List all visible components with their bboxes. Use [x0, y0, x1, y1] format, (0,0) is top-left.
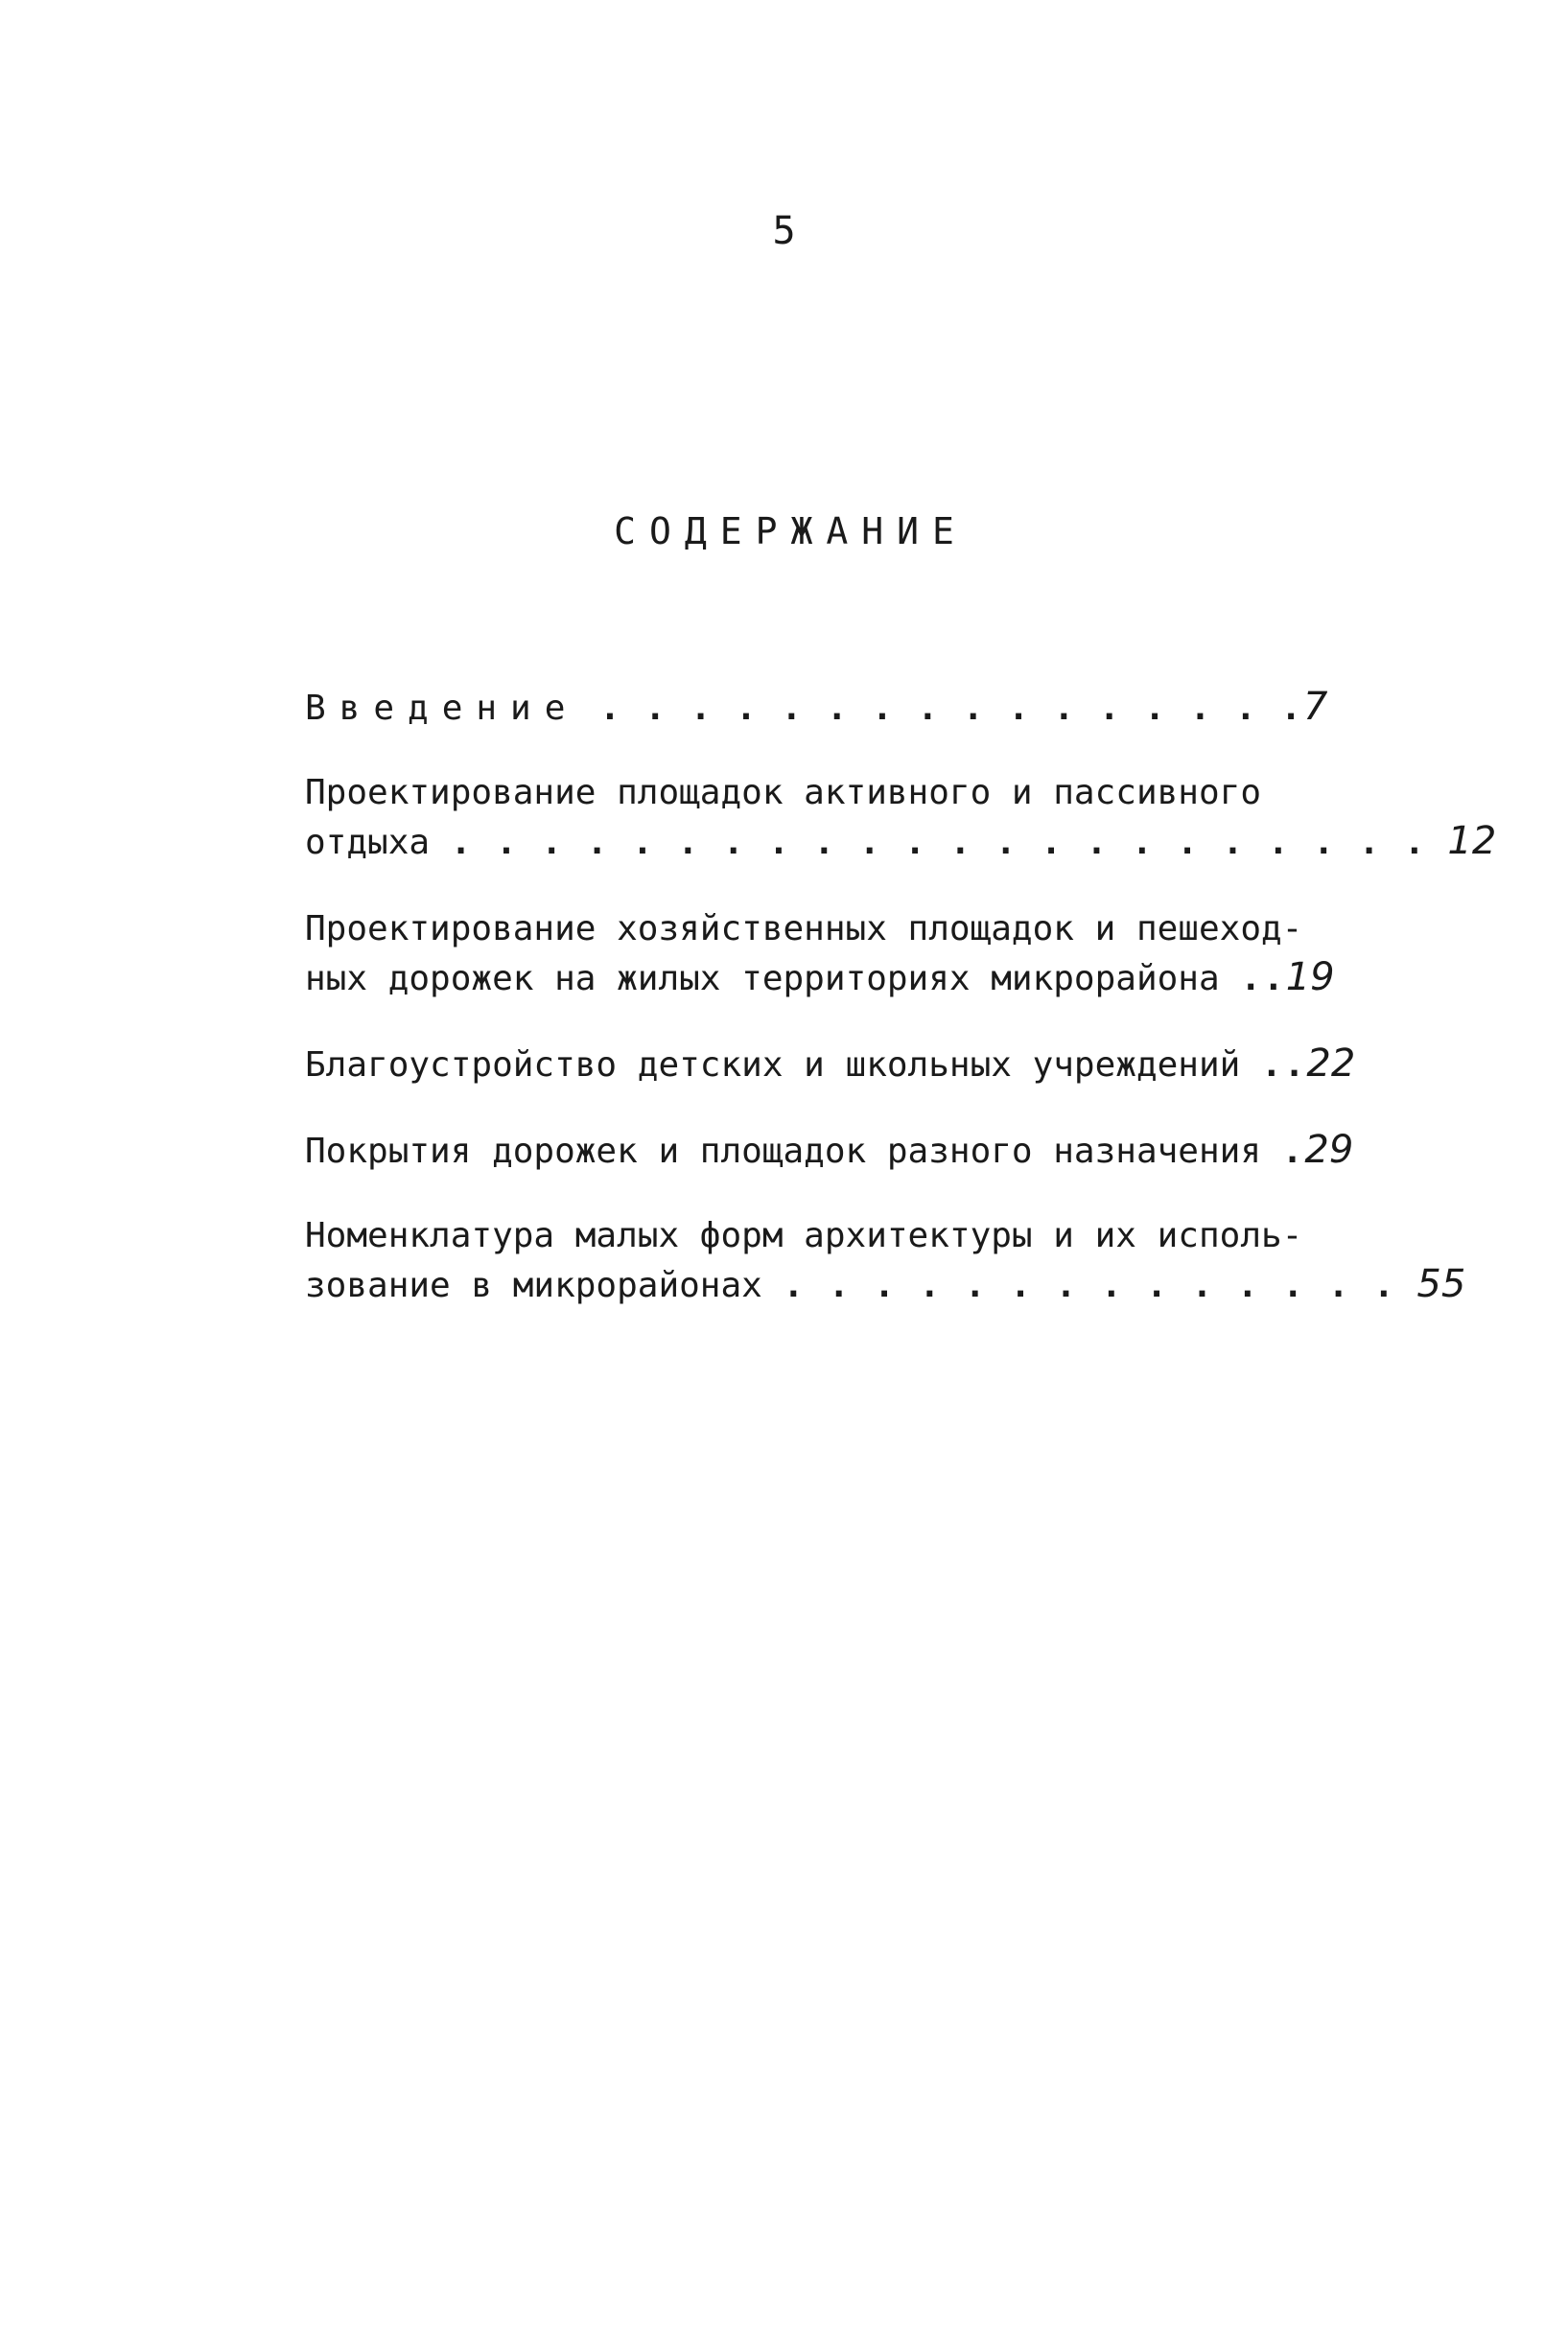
toc-entry-title: Благоустройство детских и школьных учреждений [305, 1045, 1241, 1085]
toc-entry-page: 7 [1302, 685, 1328, 729]
table-of-contents [305, 683, 1497, 1310]
toc-entry-pavements[interactable] [305, 1126, 1354, 1176]
toc-entry-leader: . . . . . . . . . . . . . . . . . . . . . . [450, 823, 1427, 862]
toc-entry-title-line-2: ных дорожек на жилых территориях микрорайона [305, 959, 1220, 998]
toc-entry-utility-areas[interactable] [305, 905, 1335, 1003]
toc-entry-leader: . [1281, 1132, 1305, 1171]
toc-entry-page: 22 [1306, 1041, 1356, 1086]
toc-entry-page: 19 [1285, 955, 1335, 999]
toc-entry-small-architectural-forms[interactable] [305, 1212, 1466, 1310]
toc-entry-leader: .. [1240, 959, 1286, 998]
toc-entry-title: Покрытия дорожек и площадок разного назначения [305, 1132, 1261, 1171]
toc-entry-introduction[interactable] [305, 683, 1328, 733]
toc-entry-title-line-1: Проектирование хозяйственных площадок и пешеход- [305, 909, 1303, 948]
toc-title: СОДЕРЖАНИЕ [614, 510, 968, 552]
toc-entry-leader: .. [1261, 1045, 1307, 1085]
toc-entry-title: Введение [305, 689, 579, 728]
page-number: 5 [772, 209, 796, 253]
toc-entry-title-line-2: отдыха [305, 823, 431, 862]
toc-entry-page: 29 [1304, 1128, 1354, 1172]
toc-entry-page: 55 [1416, 1262, 1466, 1306]
toc-entry-page: 12 [1447, 819, 1497, 863]
toc-entry-children-institutions[interactable] [305, 1040, 1356, 1089]
toc-entry-leader: . . . . . . . . . . . . . . . . [599, 689, 1303, 728]
toc-entry-recreation-areas[interactable] [305, 769, 1497, 867]
toc-entry-title-line-2: зование в микрорайонах [305, 1266, 762, 1305]
toc-entry-title-line-1: Номенклатура малых форм архитектуры и их исполь- [305, 1216, 1303, 1255]
toc-entry-leader: . . . . . . . . . . . . . . [783, 1266, 1396, 1305]
toc-entry-title-line-1: Проектирование площадок активного и пассивного [305, 773, 1261, 812]
